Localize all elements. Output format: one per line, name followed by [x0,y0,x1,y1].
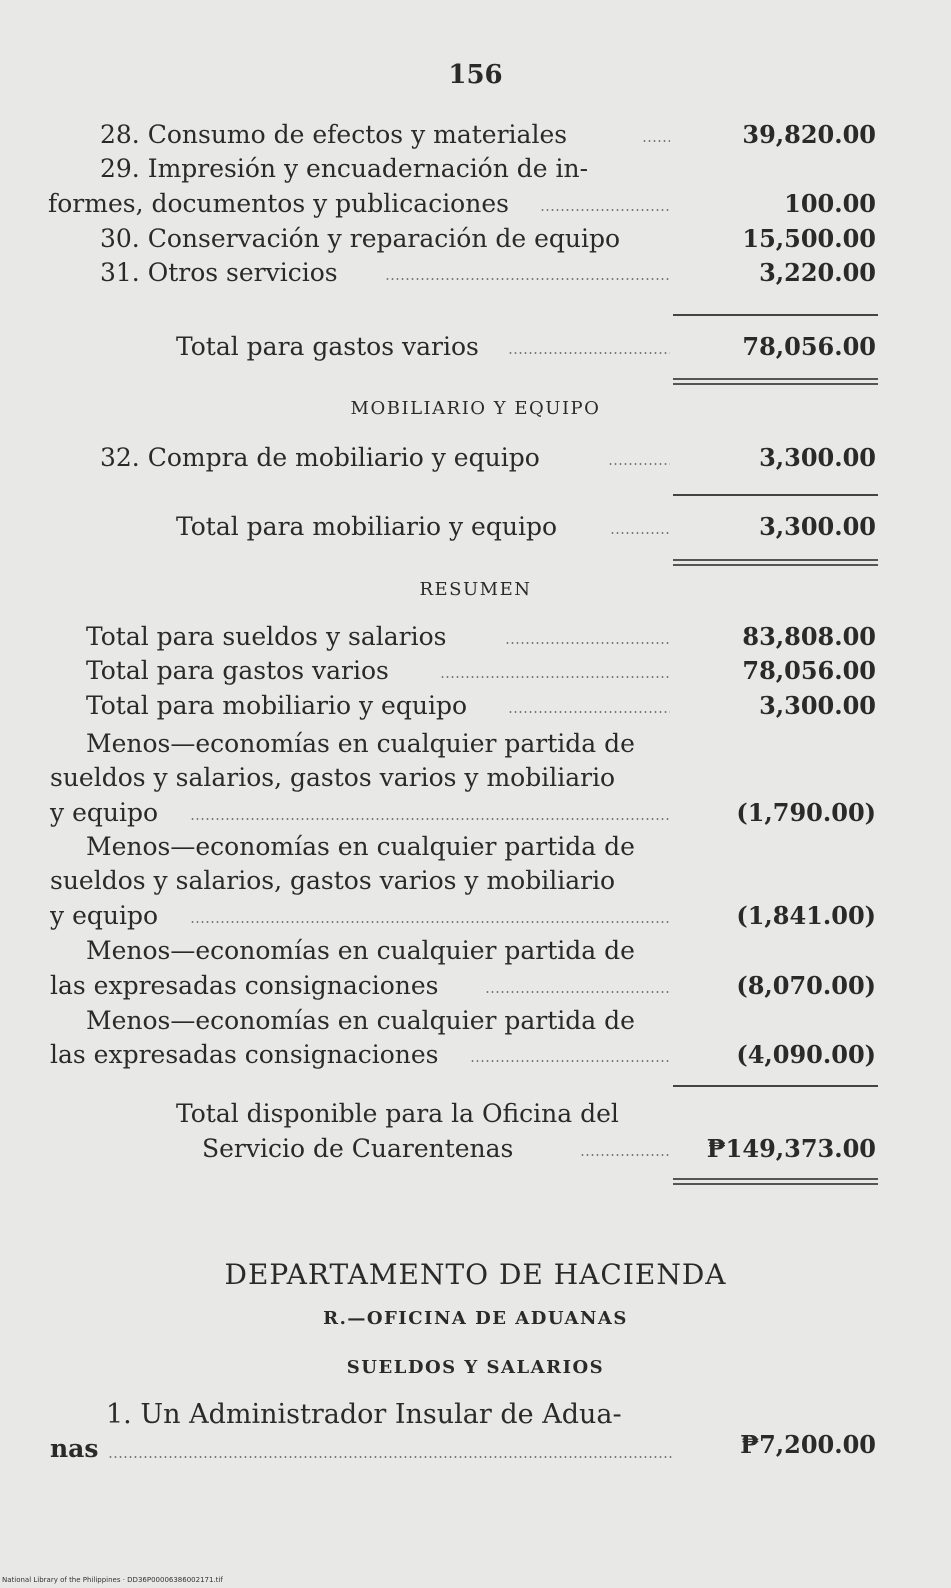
leader-dots [190,818,670,820]
resumen-sueldos-amount: 83,808.00 [742,622,876,651]
resumen-mobiliario-amount: 3,300.00 [759,691,876,720]
total-mobiliario-amount: 3,300.00 [759,512,876,541]
leader-dots [540,209,670,211]
department-title: DEPARTAMENTO DE HACIENDA [224,1258,727,1291]
sum-rule [673,494,878,496]
leader-dots [440,676,670,678]
item-28-label: 28. Consumo de efectos y materiales [100,120,568,149]
leader-dots [470,1060,670,1062]
mobiliario-heading: MOBILIARIO Y EQUIPO [350,398,601,419]
item-29-label-cont: formes, documentos y publicaciones [48,189,509,218]
sueldos-heading: SUELDOS Y SALARIOS [346,1357,605,1378]
double-rule [673,378,878,385]
menos-2-label-end: y equipo [50,901,159,930]
item-28-amount: 39,820.00 [742,120,876,149]
menos-3-label: Menos—economías en cualquier partida de [86,936,635,965]
double-rule [673,1178,878,1185]
total-disponible-label-cont: Servicio de Cuarentenas [202,1134,514,1163]
item-32-amount: 3,300.00 [759,443,876,472]
sum-rule [673,1085,878,1087]
item-1-amount: ₱7,200.00 [740,1430,876,1459]
menos-2-label-cont: sueldos y salarios, gastos varios y mobiliario [50,866,616,895]
resumen-sueldos-label: Total para sueldos y salarios [86,622,447,651]
resumen-heading: RESUMEN [419,579,532,600]
leader-dots [108,1456,673,1458]
total-mobiliario-label: Total para mobiliario y equipo [176,512,558,541]
resumen-mobiliario-label: Total para mobiliario y equipo [86,691,468,720]
menos-2-amount: (1,841.00) [736,901,876,930]
item-1-label-cont: nas [50,1434,99,1463]
sum-rule [673,314,878,316]
menos-4-label: Menos—economías en cualquier partida de [86,1006,635,1035]
item-30-label: 30. Conservación y reparación de equipo [100,224,621,253]
oficina-heading: R.—OFICINA DE ADUANAS [323,1308,628,1329]
leader-dots [385,278,670,280]
page-number: 156 [448,60,503,90]
leader-dots [508,711,670,713]
item-29-amount: 100.00 [784,189,876,218]
menos-1-label-cont: sueldos y salarios, gastos varios y mobiliario [50,763,616,792]
menos-1-label-end: y equipo [50,798,159,827]
total-disponible-label: Total disponible para la Oficina del [176,1099,619,1128]
menos-4-label-cont: las expresadas consignaciones [50,1040,439,1069]
leader-dots [190,921,670,923]
leader-dots [505,642,670,644]
scan-footer: National Library of the Philippines · DD36P00006386002171.tif [2,1576,223,1584]
item-1-label: 1. Un Administrador Insular de Adua- [106,1399,622,1430]
resumen-gastos-label: Total para gastos varios [86,656,389,685]
total-gastos-label: Total para gastos varios [176,332,479,361]
menos-3-amount: (8,070.00) [736,971,876,1000]
menos-1-amount: (1,790.00) [736,798,876,827]
menos-3-label-cont: las expresadas consignaciones [50,971,439,1000]
menos-2-label: Menos—economías en cualquier partida de [86,832,635,861]
menos-4-amount: (4,090.00) [736,1040,876,1069]
leader-dots [508,352,670,354]
total-gastos-amount: 78,056.00 [742,332,876,361]
item-31-label: 31. Otros servicios [100,258,338,287]
double-rule [673,559,878,566]
item-32-label: 32. Compra de mobiliario y equipo [100,443,540,472]
resumen-gastos-amount: 78,056.00 [742,656,876,685]
leader-dots [485,991,670,993]
item-31-amount: 3,220.00 [759,258,876,287]
item-29-label: 29. Impresión y encuadernación de in- [100,154,589,183]
menos-1-label: Menos—economías en cualquier partida de [86,729,635,758]
total-disponible-amount: ₱149,373.00 [706,1134,876,1163]
item-30-amount: 15,500.00 [742,224,876,253]
